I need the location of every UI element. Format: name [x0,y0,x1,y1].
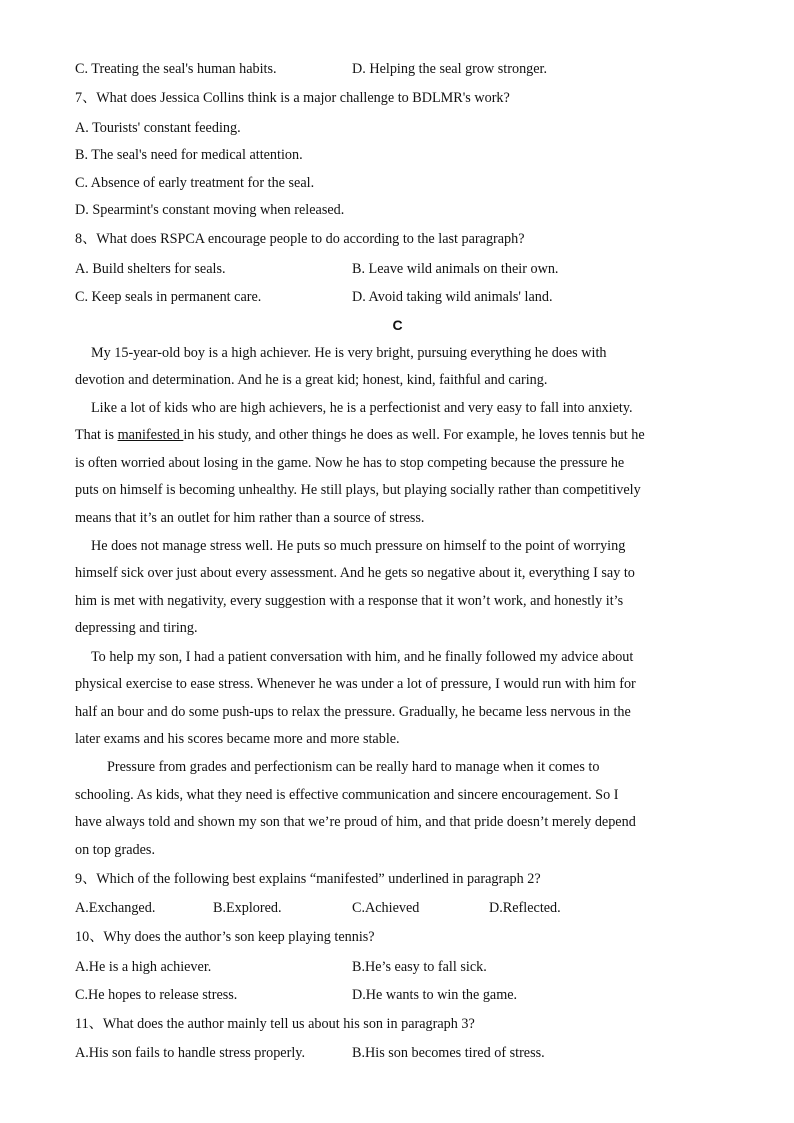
passage-line: means that it’s an outlet for him rather than a source of stress. [75,510,425,526]
question-11-option-b: B.His son becomes tired of stress. [352,1045,545,1061]
passage-line: depressing and tiring. [75,620,198,636]
question-8-option-b: B. Leave wild animals on their own. [352,261,559,277]
question-8-option-d: D. Avoid taking wild animals' land. [352,289,553,305]
question-10-stem: 10、Why does the author’s son keep playing tennis? [75,929,375,945]
passage-line [75,424,645,446]
question-9-stem: 9、Which of the following best explains “manifested” underlined in paragraph 2? [75,871,541,887]
passage-text: in his study, and other things he does as well. For example, he loves tennis but he [183,427,645,443]
question-8-stem: 8、What does RSPCA encourage people to do according to the last paragraph? [75,231,525,247]
question-11-stem: 11、What does the author mainly tell us about his son in paragraph 3? [75,1016,475,1032]
option-d: D. Helping the seal grow stronger. [352,61,548,77]
question-10-option-c: C.He hopes to release stress. [75,987,238,1003]
passage-line: half an bour and do some push-ups to relax the pressure. Gradually, he became less nervous in the [75,704,631,720]
passage-line: on top grades. [75,842,155,858]
question-9-option-b: B.Explored. [213,900,282,916]
question-9-option-c: C.Achieved [352,900,420,916]
question-7-option-c: C. Absence of early treatment for the seal. [75,175,315,191]
option-c: C. Treating the seal's human habits. [75,61,277,77]
question-11-option-a: A.His son fails to handle stress properly. [75,1045,305,1061]
passage-line: He does not manage stress well. He puts so much pressure on himself to the point of worrying [91,538,626,554]
passage-line: physical exercise to ease stress. Whenever he was under a lot of pressure, I would run with him for [75,676,636,692]
passage-line: Pressure from grades and perfectionism can be really hard to manage when it comes to [107,759,600,775]
passage-line: puts on himself is becoming unhealthy. He still plays, but playing socially rather than competitively [75,482,641,498]
question-9-option-a: A.Exchanged. [75,900,156,916]
question-10-option-a: A.He is a high achiever. [75,959,212,975]
question-8-option-a: A. Build shelters for seals. [75,261,226,277]
passage-line: later exams and his scores became more and more stable. [75,731,400,747]
question-10-option-d: D.He wants to win the game. [352,987,518,1003]
passage-line: To help my son, I had a patient conversation with him, and he finally followed my advice about [91,649,634,665]
question-10-option-b: B.He’s easy to fall sick. [352,959,487,975]
question-7-stem: 7、What does Jessica Collins think is a major challenge to BDLMR's work? [75,90,510,106]
passage-line: himself sick over just about every assessment. And he gets so negative about it, everything I say to [75,565,635,581]
passage-line: Like a lot of kids who are high achievers, he is a perfectionist and very easy to fall into anxiety. [91,400,633,416]
passage-line: is often worried about losing in the game. Now he has to stop competing because the pressure he [75,455,625,471]
question-7-option-d: D. Spearmint's constant moving when released. [75,202,345,218]
section-c-heading: C [392,317,403,333]
question-7-option-b: B. The seal's need for medical attention. [75,147,303,163]
passage-text: That is [75,427,118,443]
question-7-option-a: A. Tourists' constant feeding. [75,120,241,136]
passage-line: have always told and shown my son that we’re proud of him, and that pride doesn’t merely depend [75,814,636,830]
question-8-option-c: C. Keep seals in permanent care. [75,289,262,305]
passage-line: schooling. As kids, what they need is effective communication and sincere encouragement. So I [75,787,619,803]
underlined-word-manifested: manifested [117,427,184,443]
passage-line: him is met with negativity, every suggestion with a response that it won’t work, and honestly it’s [75,593,624,609]
passage-line: My 15-year-old boy is a high achiever. He is very bright, pursuing everything he does with [91,345,607,361]
question-9-option-d: D.Reflected. [489,900,561,916]
passage-line: devotion and determination. And he is a great kid; honest, kind, faithful and caring. [75,372,548,388]
